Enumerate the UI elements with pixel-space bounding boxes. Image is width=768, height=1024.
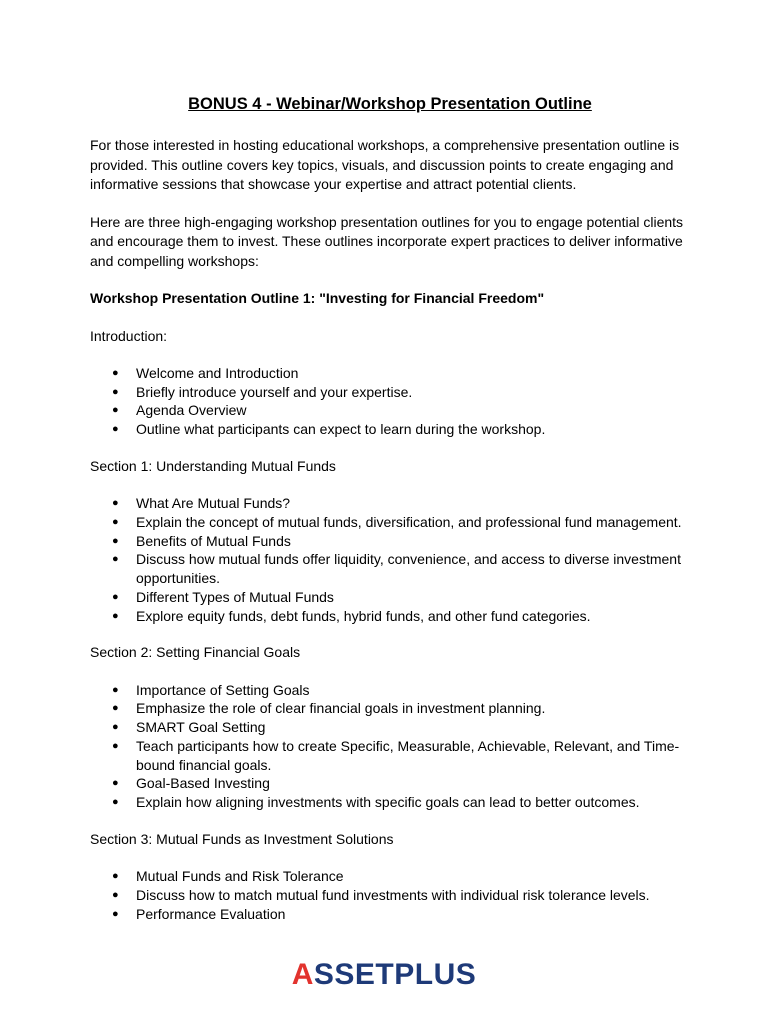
list-item: ● Explain how aligning investments with specific goals can lead to better outcomes.: [112, 793, 640, 810]
bullet-icon: ●: [112, 609, 119, 622]
bullet-icon: ●: [112, 497, 119, 510]
bullet-icon: ●: [112, 907, 119, 920]
bullet-list: [90, 494, 690, 625]
bullet-icon: ●: [112, 739, 119, 752]
list-item: ● Emphasize the role of clear financial goals in investment planning.: [112, 700, 546, 717]
list-item: ● Different Types of Mutual Funds: [112, 588, 334, 605]
outline-heading: Workshop Presentation Outline 1: "Investing for Financial Freedom": [90, 290, 545, 306]
bullet-icon: ●: [112, 367, 119, 379]
bullet-icon: ●: [112, 385, 119, 398]
bullet-icon: ●: [112, 777, 119, 790]
bullet-icon: ●: [112, 404, 119, 417]
bullet-icon: ●: [112, 683, 119, 696]
bullet-icon: ●: [112, 721, 119, 734]
list-item: ● Briefly introduce yourself and your expertise.: [112, 383, 413, 400]
list-item: ● Agenda Overview: [112, 402, 247, 419]
list-item: ● Explain the concept of mutual funds, diversification, and professional fund management.: [112, 514, 682, 531]
bullet-icon: ●: [112, 553, 119, 566]
list-item: ● Welcome and Introduction: [112, 365, 299, 381]
list-item: ● SMART Goal Setting: [112, 719, 266, 736]
list-item: ● Discuss how to match mutual fund investments with individual risk tolerance levels.: [112, 886, 650, 903]
document-title: BONUS 4 - Webinar/Workshop Presentation Outline: [188, 95, 592, 113]
bullet-list: [90, 364, 690, 439]
section-heading: Section 3: Mutual Funds as Investment Solutions: [90, 830, 394, 847]
section-heading: Introduction:: [90, 327, 168, 344]
bullet-icon: ●: [112, 423, 119, 436]
list-item: ● Benefits of Mutual Funds: [112, 532, 291, 549]
bullet-icon: ●: [112, 516, 119, 529]
list-item: ● Mutual Funds and Risk Tolerance: [112, 868, 344, 885]
logo-text: SSETPLUS: [313, 958, 477, 991]
intro-paragraph: Here are three high-engaging workshop presentation outlines for you to engage potential clients and encourage them to invest. These outlines incorporate expert practices to deliver informative and compelling workshops:: [90, 213, 684, 269]
section-heading: Section 2: Setting Financial Goals: [90, 644, 301, 661]
list-item: ● Importance of Setting Goals: [112, 681, 310, 698]
bullet-icon: ●: [112, 534, 119, 547]
list-item: ● Performance Evaluation: [112, 905, 286, 922]
list-item: ● Goal-Based Investing: [112, 775, 270, 792]
bullet-icon: ●: [112, 702, 119, 715]
bullet-icon: ●: [112, 590, 119, 603]
list-item: ● Explore equity funds, debt funds, hybrid funds, and other fund categories.: [112, 607, 591, 624]
list-item: ● Teach participants how to create Specific, Measurable, Achievable, Relevant, and Time-bound financial goals.: [112, 737, 680, 773]
bullet-list: [90, 681, 690, 812]
list-item: ● Outline what participants can expect to learn during the workshop.: [112, 421, 546, 438]
bullet-icon: ●: [112, 888, 119, 901]
section-heading: Section 1: Understanding Mutual Funds: [90, 457, 336, 474]
bullet-icon: ●: [112, 795, 119, 808]
intro-paragraph: For those interested in hosting educational workshops, a comprehensive presentation outline is provided. This outline covers key topics, visuals, and discussion points to create engaging and informative sessions that showcase your expertise and attract potential clients.: [90, 137, 680, 192]
list-item: ● What Are Mutual Funds?: [112, 495, 291, 512]
bullet-list: [90, 867, 690, 923]
assetplus-logo: [0, 958, 768, 992]
logo-mark: A: [291, 958, 314, 991]
bullet-icon: ●: [112, 870, 119, 883]
document-page: [90, 94, 690, 941]
list-item: ● Discuss how mutual funds offer liquidity, convenience, and access to diverse investment opportunities.: [112, 551, 681, 587]
